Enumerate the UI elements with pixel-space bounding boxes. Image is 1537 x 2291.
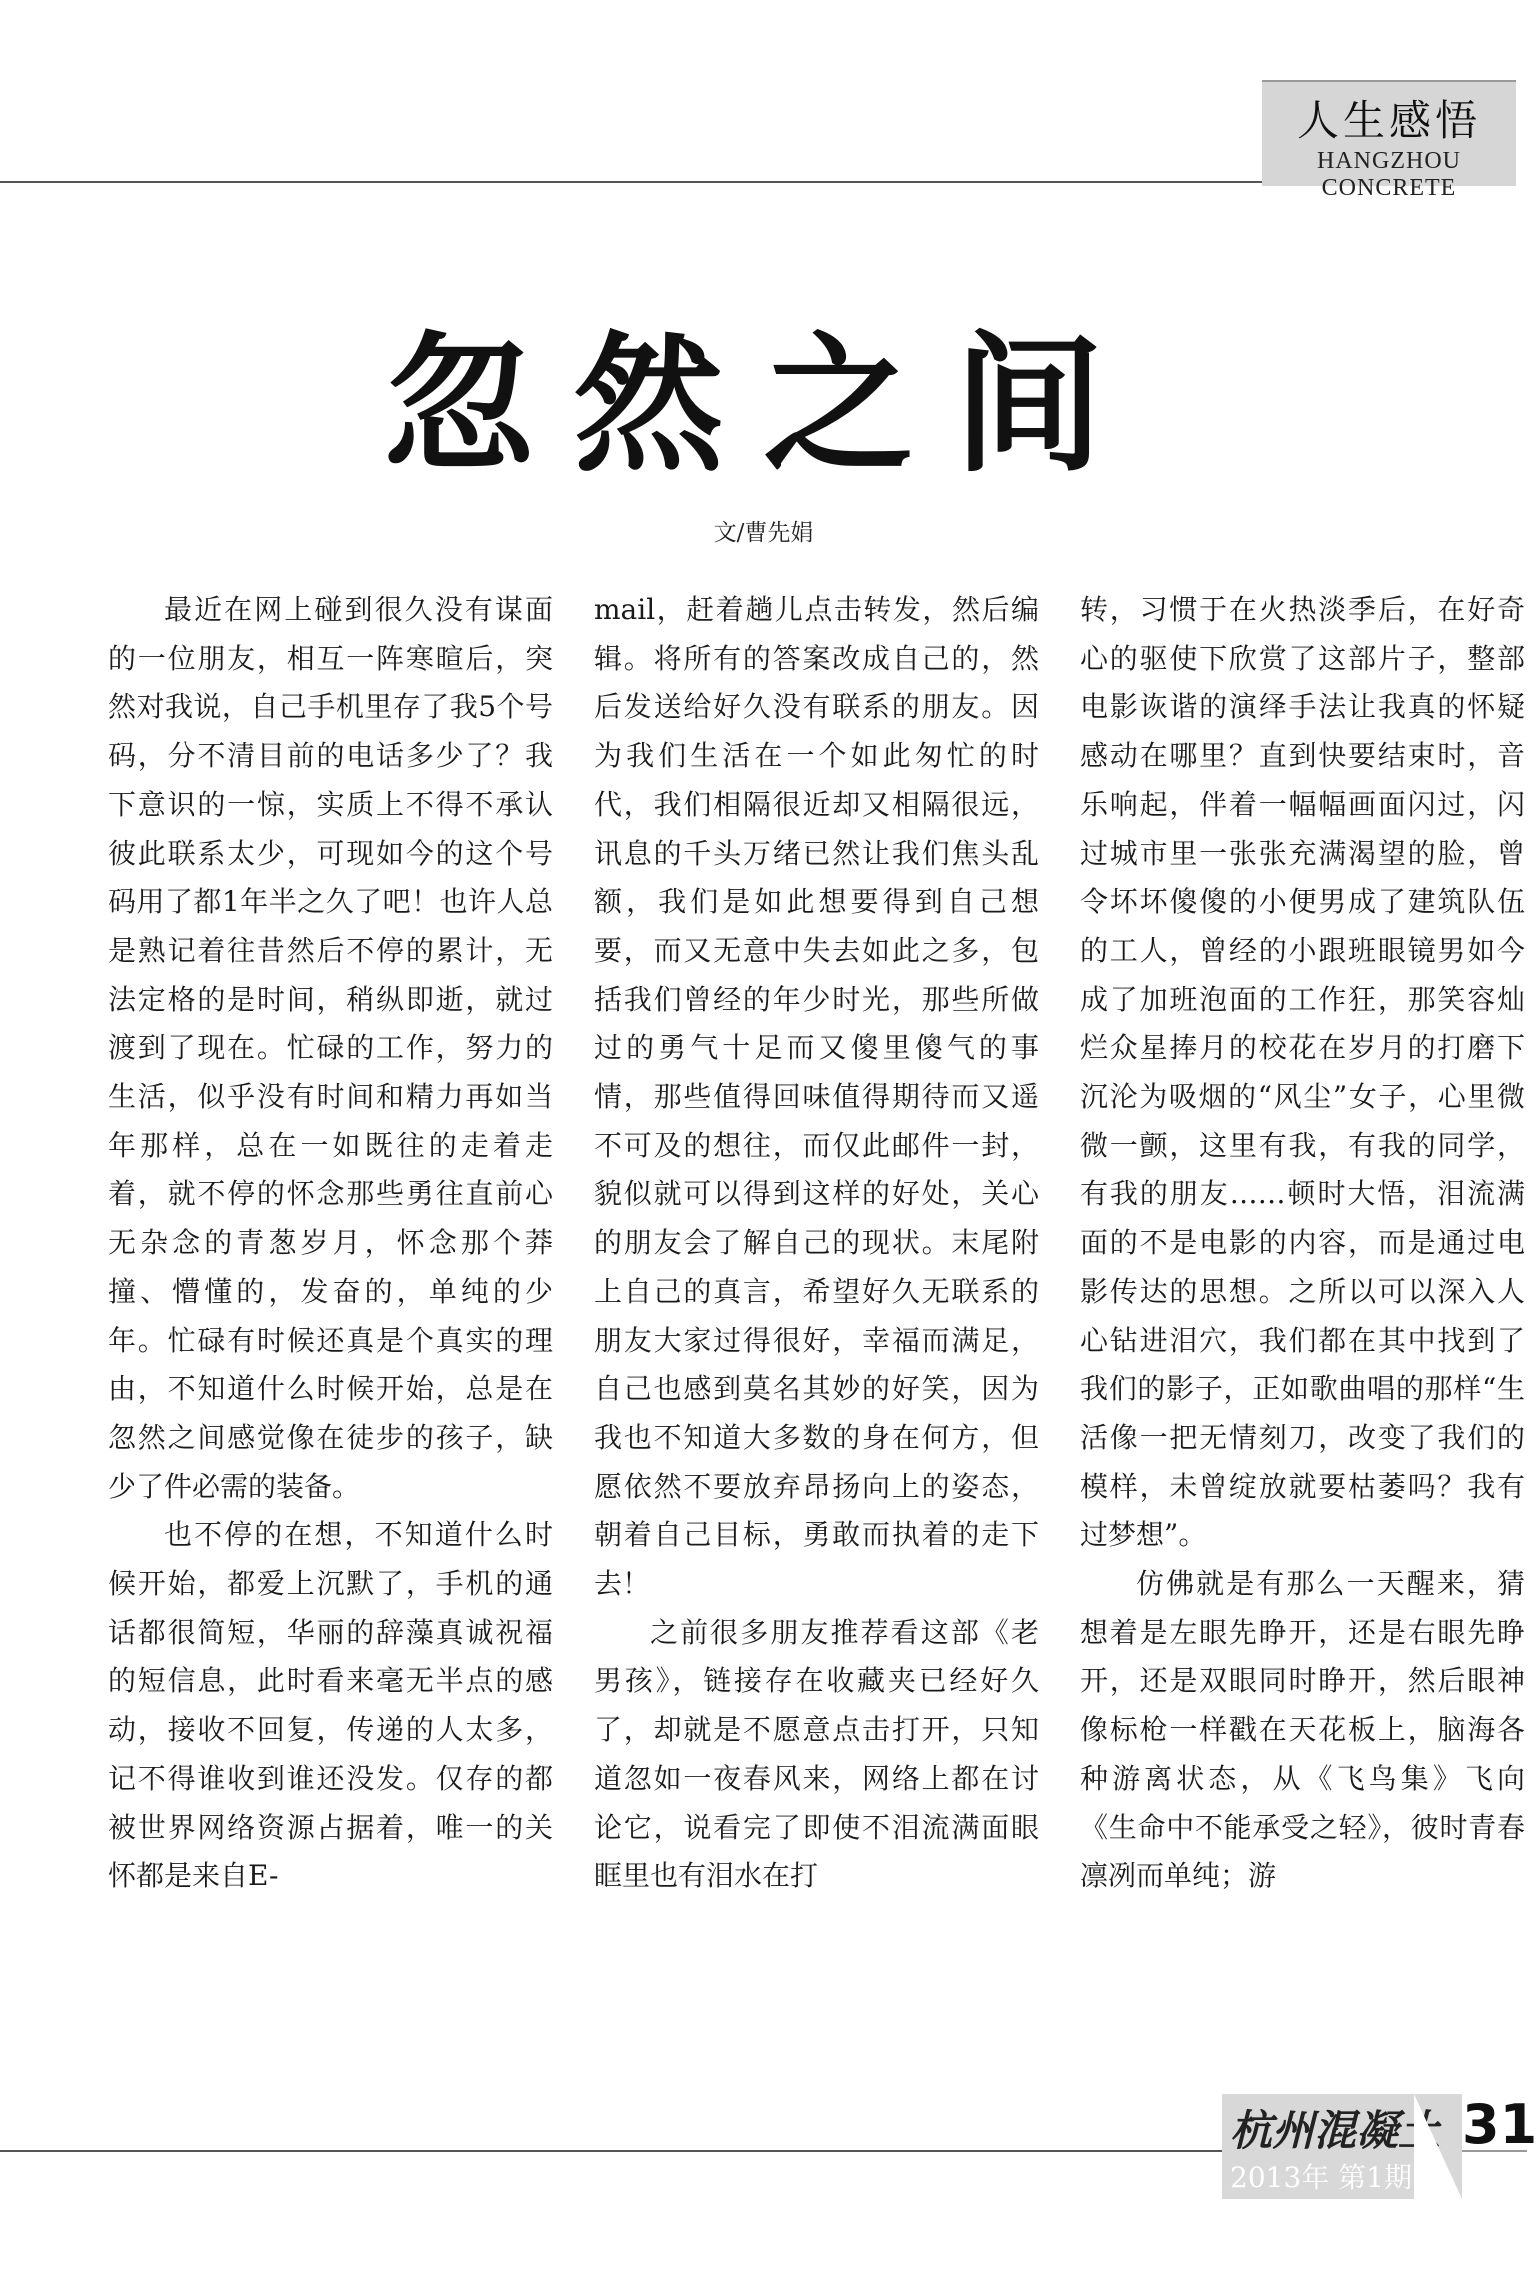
paragraph: 也不停的在想，不知道什么时候开始，都爱上沉默了，手机的通话都很简短，华丽的辞藻真诚祝福的短信息，此时看来毫无半点的感动，接收不回复，传递的人太多，记不得谁收到谁还没发。仅存的都被世界网络资源占据着，唯一的关怀都是来自E- <box>108 1518 553 1893</box>
paragraph: 最近在网上碰到很久没有谋面的一位朋友，相互一阵寒暄后，突然对我说，自己手机里存了我5个号码，分不清目前的电话多少了？我下意识的一惊，实质上不得不承认彼此联系太少，可现如今的这个号码用了都1年半之久了吧！也许人总是熟记着往昔然后不停的累计，无法定格的是时间，稍纵即逝，就过渡到了现在。忙碌的工作，努力的生活，似乎没有时间和精力再如当年那样，总在一如既往的走着走着，就不停的怀念那些勇往直前心无杂念的青葱岁月，怀念那个莽撞、懵懂的，发奋的，单纯的少年。忙碌有时候还真是个真实的理由，不知道什么时候开始，总是在忽然之间感觉像在徒步的孩子，缺少了件必需的装备。 <box>108 593 553 1503</box>
footer-corner-notch <box>1414 2094 1462 2199</box>
paragraph: 转，习惯于在火热淡季后，在好奇心的驱使下欣赏了这部片子，整部电影诙谐的演绎手法让我真的怀疑感动在哪里？直到快要结束时，音乐响起，伴着一幅幅画面闪过，闪过城市里一张张充满渴望的脸，曾令坏坏傻傻的小便男成了建筑队伍的工人，曾经的小跟班眼镜男如今成了加班泡面的工作狂，那笑容灿烂众星捧月的校花在岁月的打磨下沉沦为吸烟的“风尘”女子，心里微微一颤，这里有我，有我的同学，有我的朋友……顿时大悟，泪流满面的不是电影的内容，而是通过电影传达的思想。之所以可以深入人心钻进泪穴，我们都在其中找到了我们的影子，正如歌曲唱的那样“生活像一把无情刻刀，改变了我们的模样，未曾绽放就要枯萎吗？我有过梦想”。 <box>1080 593 1525 1552</box>
header-rule <box>0 181 1262 183</box>
article-title: 忽然之间 <box>383 317 1144 493</box>
footer-rule <box>0 2150 1222 2152</box>
text-column-1 <box>108 586 553 1901</box>
paragraph: 仿佛就是有那么一天醒来，猜想着是左眼先睁开，还是右眼先睁开，还是双眼同时睁开，然后眼神像标枪一样戳在天花板上，脑海各种游离状态，从《飞鸟集》飞向《生命中不能承受之轻》，彼时青春凛冽而单纯；游 <box>1080 1567 1525 1893</box>
section-title: 人生感悟 <box>1296 96 1481 145</box>
text-column-2 <box>594 586 1039 1901</box>
article-byline: 文/曹先娟 <box>713 520 814 546</box>
magazine-logo: 杭州混凝土 <box>1230 2106 1441 2155</box>
paragraph: mail，赶着趟儿点击转发，然后编辑。将所有的答案改成自己的，然后发送给好久没有联系的朋友。因为我们生活在一个如此匆忙的时代，我们相隔很近却又相隔很远，讯息的千头万绪已然让我们焦头乱额，我们是如此想要得到自己想要，而又无意中失去如此之多，包括我们曾经的年少时光，那些所做过的勇气十足而又傻里傻气的事情，那些值得回味值得期待而又遥不可及的想往，而仅此邮件一封，貌似就可以得到这样的好处，关心的朋友会了解自己的现状。末尾附上自己的真言，希望好久无联系的朋友大家过得很好，幸福而满足，自己也感到莫名其妙的好笑，因为我也不知道大多数的身在何方，但愿依然不要放弃昂扬向上的姿态，朝着自己目标，勇敢而执着的走下去！ <box>594 593 1039 1601</box>
page-number: 31 <box>1462 2093 1537 2156</box>
issue-label: 2013年 第1期 <box>1230 2161 1412 2194</box>
paragraph: 之前很多朋友推荐看这部《老男孩》，链接存在收藏夹已经好久了，却就是不愿意点击打开，只知道忽如一夜春风来，网络上都在讨论它，说看完了即使不泪流满面眼眶里也有泪水在打 <box>594 1615 1039 1893</box>
section-tab <box>1262 80 1516 201</box>
section-subtitle: HANGZHOU CONCRETE <box>1317 148 1461 201</box>
text-column-3 <box>1080 586 1525 1901</box>
